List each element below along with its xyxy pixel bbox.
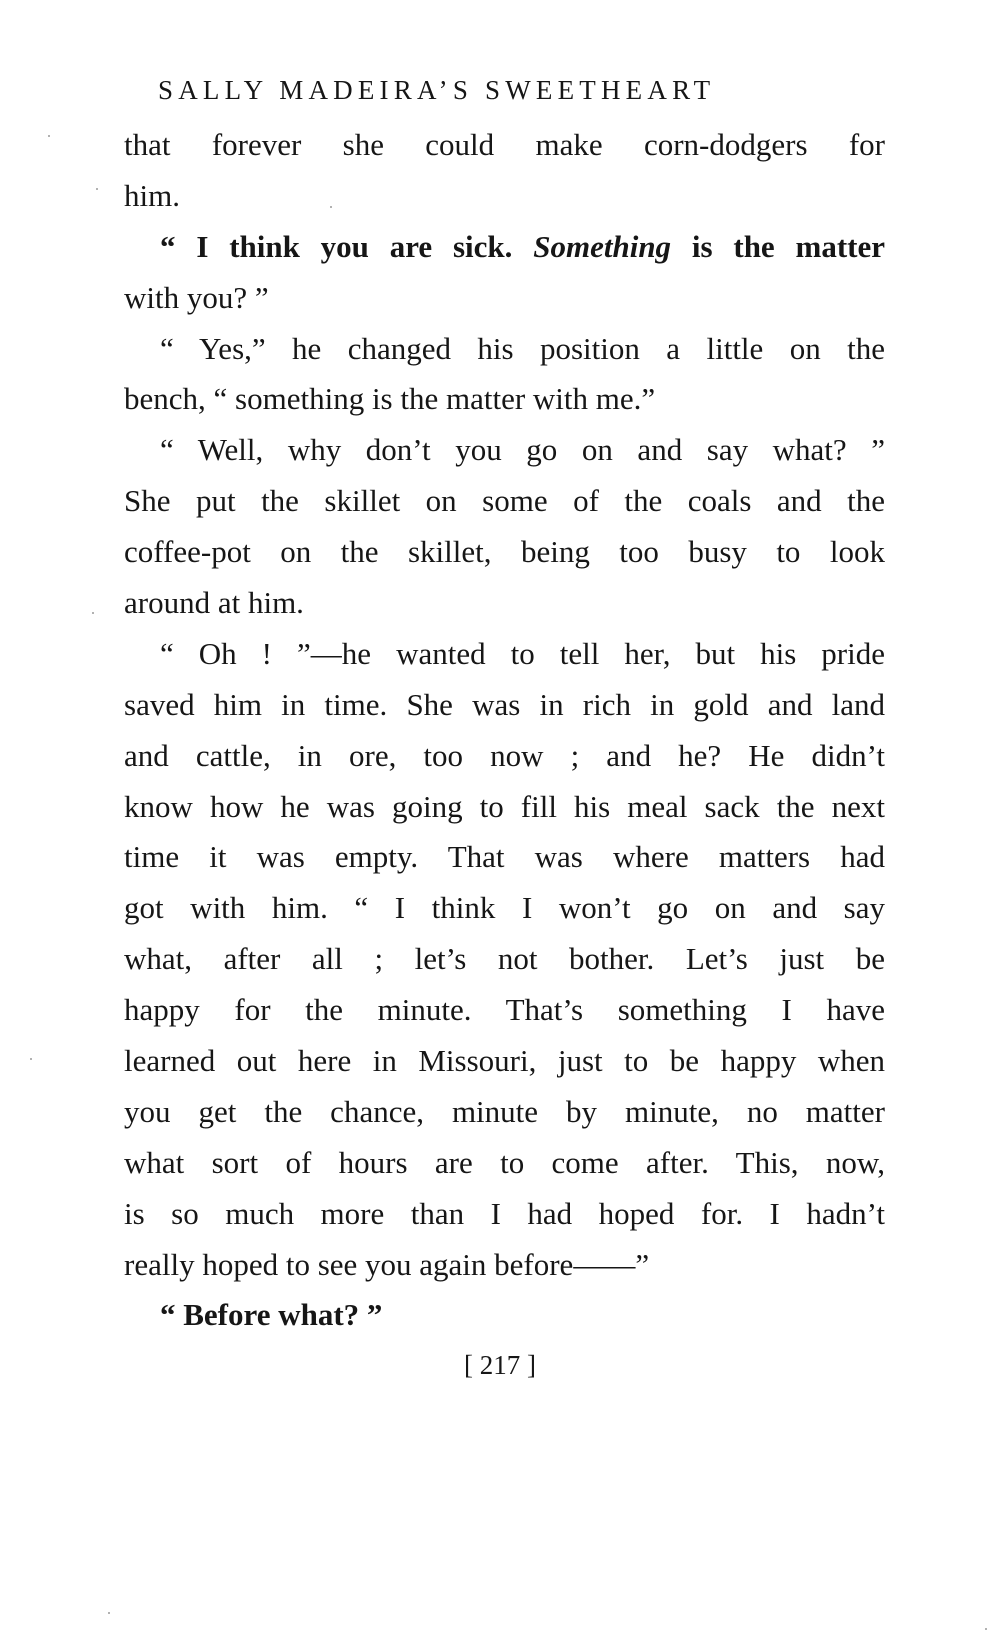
text-line (124, 222, 885, 273)
paper-speck (108, 1612, 110, 1614)
paper-speck (30, 1058, 32, 1060)
text-line: is so much more than I had hoped for. I hadn’t (124, 1195, 885, 1231)
running-head: SALLY MADEIRA’S SWEETHEART (158, 75, 716, 105)
body-text (124, 120, 885, 1341)
text-line: happy for the minute. That’s something I have (124, 992, 885, 1028)
text-line: what, after all ; let’s not bother. Let’s just be (124, 941, 885, 977)
text-line: and cattle, in ore, too now ; and he? He didn’t (124, 737, 885, 773)
text-line: you get the chance, minute by minute, no matter (124, 1093, 885, 1129)
text-line: learned out here in Missouri, just to be happy when (124, 1043, 885, 1079)
page-number: [ 217 ] (464, 1350, 536, 1380)
text-line: She put the skillet on some of the coals and the (124, 483, 885, 519)
text-line: time it was empty. That was where matters had (124, 839, 885, 875)
text-line: “ Before what? ” (160, 1297, 383, 1333)
paper-speck (92, 612, 94, 614)
paper-speck (96, 188, 98, 190)
text-line: coffee-pot on the skillet, being too busy to look (124, 534, 885, 570)
text-line: with you? ” (124, 279, 269, 315)
text-line: “ Well, why don’t you go on and say what? ” (160, 432, 885, 468)
text-line: got with him. “ I think I won’t go on and say (124, 890, 885, 926)
text-line: “ Oh ! ”—he wanted to tell her, but his pride (160, 635, 885, 671)
paper-speck (330, 206, 332, 208)
emphasized-word: Something (533, 228, 672, 264)
text-line: that forever she could make corn-dodgers for (124, 127, 885, 162)
text-line: him. (124, 177, 180, 213)
text-line: saved him in time. She was in rich in gold and land (124, 686, 885, 722)
text-line: what sort of hours are to come after. This, now, (124, 1144, 885, 1180)
text-line: know how he was going to fill his meal sack the next (124, 788, 885, 824)
text-line: bench, “ something is the matter with me.” (124, 381, 656, 417)
line-segment: “ I think you are sick. (160, 228, 534, 264)
text-line: really hoped to see you again before——” (124, 1246, 650, 1282)
line-segment: is the matter (671, 228, 885, 264)
text-line: “ Yes,” he changed his position a little on the (160, 330, 885, 366)
paper-speck (48, 135, 50, 137)
text-line: around at him. (124, 585, 304, 621)
paper-speck (985, 1628, 987, 1630)
